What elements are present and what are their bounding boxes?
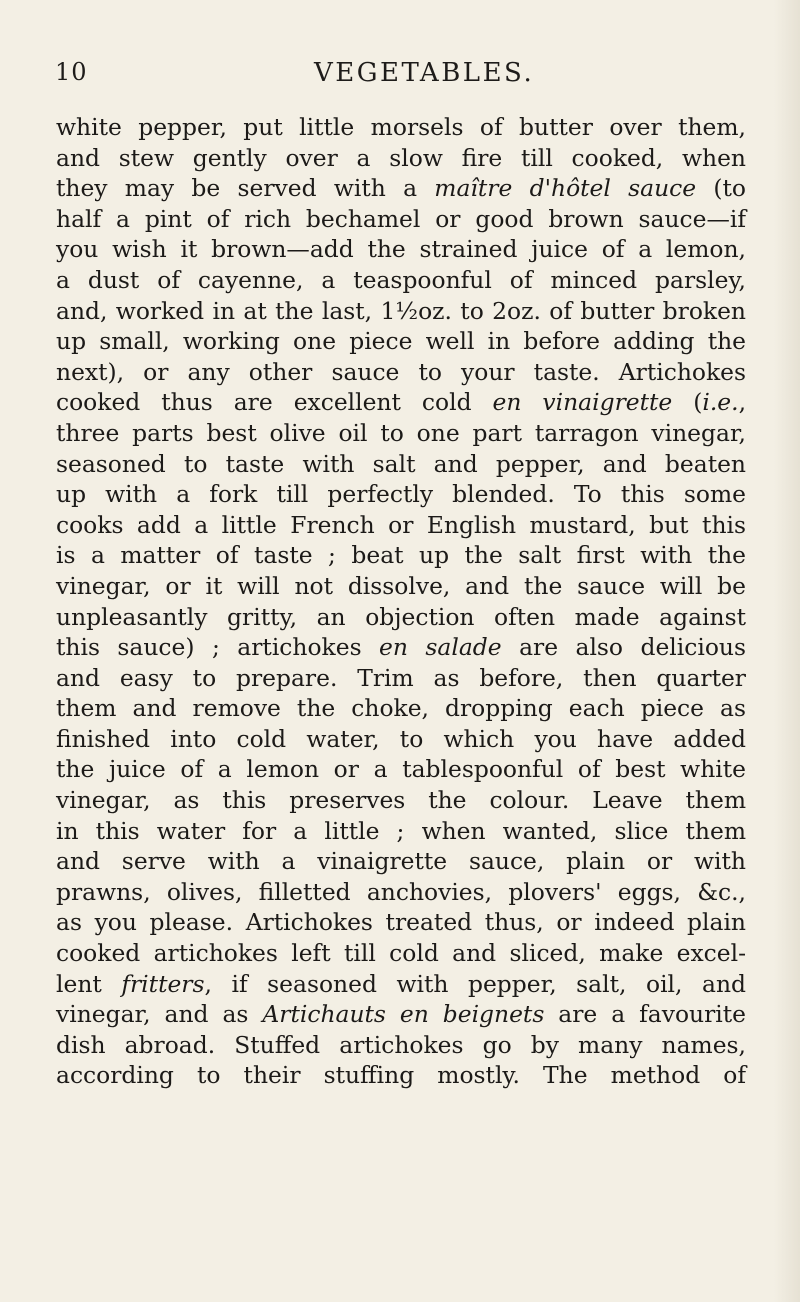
text-line [56, 143, 746, 174]
text-line [56, 785, 746, 816]
text-run: and stew gently over a slow fire till cooked, when [56, 143, 746, 172]
text-line [56, 265, 746, 296]
text-line [56, 907, 746, 938]
page-edge-shadow [774, 0, 800, 1302]
text-line [56, 326, 746, 357]
text-line [56, 938, 746, 969]
text-run: half a pint of rich bechamel or good brown sauce—if [56, 204, 746, 233]
text-run: , if seasoned with pepper, salt, oil, and [204, 969, 746, 998]
section-title: VEGETABLES. [314, 58, 535, 88]
text-line [56, 877, 746, 908]
text-line [56, 479, 746, 510]
text-line [56, 112, 746, 143]
text-line [56, 449, 746, 480]
text-run: and easy to prepare. Trim as before, then quarter [56, 663, 746, 692]
text-line [56, 1060, 746, 1091]
text-run: they may be served with a [56, 174, 435, 203]
text-run: three parts best olive oil to one part tarragon vinegar, [56, 418, 746, 447]
text-run: ( [672, 388, 703, 417]
text-line [56, 571, 746, 602]
text-line [56, 816, 746, 847]
text-run: cooked artichokes left till cold and sliced, make excel- [56, 939, 746, 968]
text-run: , [738, 388, 746, 417]
text-run: up small, working one piece well in before adding the [56, 327, 746, 356]
text-run: next), or any other sauce to your taste. Artichokes [56, 357, 746, 386]
text-line [56, 418, 746, 449]
text-line [56, 724, 746, 755]
text-run: them and remove the choke, dropping each piece as [56, 694, 746, 723]
text-run: prawns, olives, filletted anchovies, plovers' eggs, &c., [56, 877, 746, 906]
text-run: cooked thus are excellent cold [56, 388, 493, 417]
text-line [56, 1030, 746, 1061]
running-head [0, 58, 800, 92]
text-line [56, 602, 746, 633]
text-run: vinegar, and as [56, 1000, 263, 1029]
text-run: finished into cold water, to which you have added [56, 724, 746, 753]
text-run: the juice of a lemon or a tablespoonful of best white [56, 755, 746, 784]
text-line [56, 693, 746, 724]
text-line [56, 296, 746, 327]
text-line [56, 234, 746, 265]
text-run: up with a fork till perfectly blended. To this some [56, 480, 746, 509]
text-run: according to their stuffing mostly. The method of [56, 1061, 746, 1090]
text-run: unpleasantly gritty, an objection often made against [56, 602, 746, 631]
text-line [56, 846, 746, 877]
text-run: as you please. Artichokes treated thus, or indeed plain [56, 908, 746, 937]
italic-run: maître d'hôtel sauce [434, 174, 697, 203]
text-run: lent [56, 969, 122, 998]
italic-run: i.e. [702, 388, 739, 417]
text-run: is a matter of taste ; beat up the salt first with the [56, 541, 746, 570]
italic-run: Artichauts en beignets [262, 1000, 545, 1029]
text-run: and serve with a vinaigrette sauce, plain or with [56, 847, 746, 876]
text-line [56, 754, 746, 785]
text-run: and, worked in at the last, 1½oz. to 2oz. of butter broken [56, 296, 746, 325]
text-line [56, 969, 746, 1000]
text-run: (to [696, 174, 746, 203]
text-run: in this water for a little ; when wanted, slice them [56, 816, 746, 845]
text-line [56, 173, 746, 204]
text-run: seasoned to taste with salt and pepper, and beaten [56, 449, 746, 478]
text-run: vinegar, as this preserves the colour. Leave them [56, 786, 746, 815]
text-line [56, 204, 746, 235]
text-run: are also delicious [501, 633, 746, 662]
text-line [56, 510, 746, 541]
text-run: cooks add a little French or English mustard, but this [56, 510, 746, 539]
text-run: vinegar, or it will not dissolve, and the sauce will be [56, 571, 746, 600]
body-text [56, 112, 746, 1091]
text-line [56, 540, 746, 571]
italic-run: fritters [121, 969, 205, 998]
text-line [56, 663, 746, 694]
text-run: a dust of cayenne, a teaspoonful of minced parsley, [56, 265, 746, 294]
text-run: you wish it brown—add the strained juice of a lemon, [56, 235, 746, 264]
text-line [56, 632, 746, 663]
text-run: this sauce) ; artichokes [56, 633, 380, 662]
text-run: are a favourite [544, 1000, 747, 1029]
text-line [56, 357, 746, 388]
page-number: 10 [55, 58, 88, 86]
text-line [56, 387, 746, 418]
italic-run: en salade [379, 633, 502, 662]
text-line [56, 999, 746, 1030]
italic-run: en vinaigrette [492, 388, 673, 417]
text-run: white pepper, put little morsels of butter over them, [56, 113, 746, 141]
text-run: dish abroad. Stuffed artichokes go by many names, [56, 1030, 746, 1059]
